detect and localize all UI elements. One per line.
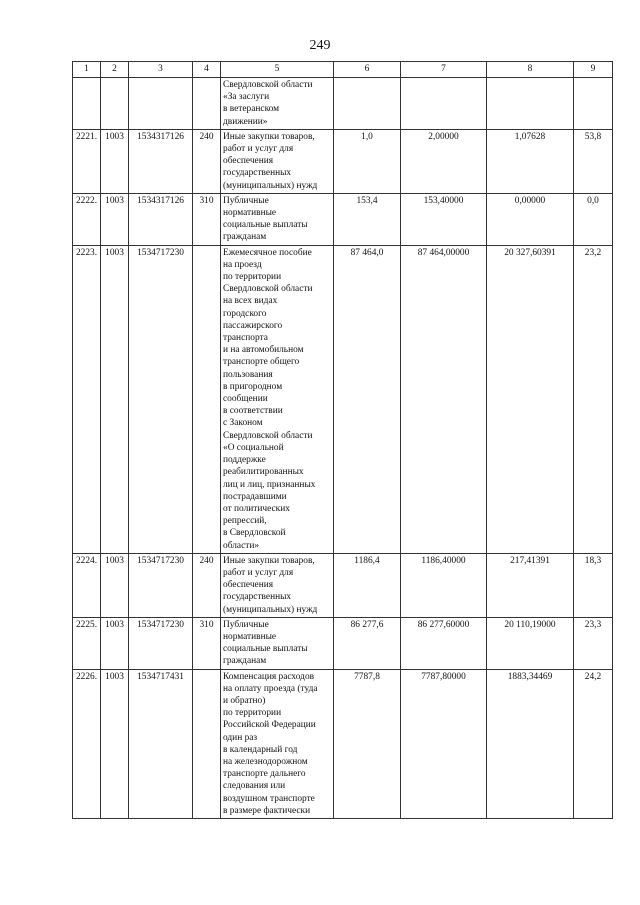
column-number: 8: [487, 62, 574, 78]
value-col6: 87 464,0: [334, 245, 401, 553]
item-name: Публичные нормативные социальные выплаты гражданам: [221, 617, 334, 669]
table-row: [73, 669, 613, 818]
expense-type-code: [193, 669, 221, 818]
section-code: [101, 78, 129, 130]
target-article-code: 1534317126: [129, 193, 193, 245]
value-col8: [487, 78, 574, 130]
column-number: 7: [401, 62, 487, 78]
value-col6: [334, 78, 401, 130]
target-article-code: 1534717230: [129, 617, 193, 669]
item-name: Иные закупки товаров, работ и услуг для обеспечения государственных (муниципальных) нужд: [221, 129, 334, 193]
percent-col9: 53,8: [574, 129, 613, 193]
value-col8: 1883,34469: [487, 669, 574, 818]
item-name: Ежемесячное пособие на проезд по территории Свердловской области на всех видах городского пассажирского транспорта и на автомобильном транспорте общего пользования в пригородном сообщении в соответствии с Законом Свердловской области «О социальной поддержке реабилитированных лиц и лиц, признанных пострадавшими от политических репрессий, в Свердловской области»: [221, 245, 334, 553]
row-number: [73, 78, 101, 130]
row-number: 2221.: [73, 129, 101, 193]
section-code: 1003: [101, 245, 129, 553]
percent-col9: [574, 78, 613, 130]
row-number: 2226.: [73, 669, 101, 818]
value-col7: 87 464,00000: [401, 245, 487, 553]
value-col7: 2,00000: [401, 129, 487, 193]
value-col8: 217,41391: [487, 553, 574, 617]
column-number: 1: [73, 62, 101, 78]
column-number: 3: [129, 62, 193, 78]
percent-col9: 24,2: [574, 669, 613, 818]
column-number: 2: [101, 62, 129, 78]
table-row: [73, 617, 613, 669]
table-row: [73, 78, 613, 130]
section-code: 1003: [101, 129, 129, 193]
value-col6: 1,0: [334, 129, 401, 193]
percent-col9: 0,0: [574, 193, 613, 245]
value-col8: 0,00000: [487, 193, 574, 245]
value-col6: 86 277,6: [334, 617, 401, 669]
value-col7: [401, 78, 487, 130]
section-code: 1003: [101, 669, 129, 818]
value-col7: 7787,80000: [401, 669, 487, 818]
target-article-code: 1534717431: [129, 669, 193, 818]
value-col8: 20 110,19000: [487, 617, 574, 669]
expense-type-code: 240: [193, 553, 221, 617]
section-code: 1003: [101, 617, 129, 669]
value-col6: 7787,8: [334, 669, 401, 818]
expense-type-code: 310: [193, 617, 221, 669]
row-number: 2225.: [73, 617, 101, 669]
expense-type-code: [193, 78, 221, 130]
target-article-code: 1534317126: [129, 129, 193, 193]
item-name: Публичные нормативные социальные выплаты гражданам: [221, 193, 334, 245]
table-row: [73, 245, 613, 553]
value-col8: 1,07628: [487, 129, 574, 193]
target-article-code: 1534717230: [129, 245, 193, 553]
value-col7: 86 277,60000: [401, 617, 487, 669]
section-code: 1003: [101, 193, 129, 245]
row-number: 2223.: [73, 245, 101, 553]
item-name: Свердловской области «За заслуги в ветеранском движении»: [221, 78, 334, 130]
table-row: [73, 193, 613, 245]
percent-col9: 18,3: [574, 553, 613, 617]
expense-type-code: [193, 245, 221, 553]
value-col7: 153,40000: [401, 193, 487, 245]
page-number: 249: [309, 38, 331, 53]
value-col6: 1186,4: [334, 553, 401, 617]
percent-col9: 23,2: [574, 245, 613, 553]
target-article-code: 1534717230: [129, 553, 193, 617]
column-number-row: [73, 62, 613, 78]
expense-type-code: 310: [193, 193, 221, 245]
column-number: 9: [574, 62, 613, 78]
table-row: [73, 553, 613, 617]
value-col8: 20 327,60391: [487, 245, 574, 553]
percent-col9: 23,3: [574, 617, 613, 669]
row-number: 2222.: [73, 193, 101, 245]
item-name: Иные закупки товаров, работ и услуг для обеспечения государственных (муниципальных) нужд: [221, 553, 334, 617]
table-row: [73, 129, 613, 193]
item-name: Компенсация расходов на оплату проезда (туда и обратно) по территории Российской Федерации один раз в календарный год на железнодорожном транспорте дальнего следования или воздушном транспорте в размере фактически: [221, 669, 334, 818]
row-number: 2224.: [73, 553, 101, 617]
expense-type-code: 240: [193, 129, 221, 193]
target-article-code: [129, 78, 193, 130]
value-col6: 153,4: [334, 193, 401, 245]
section-code: 1003: [101, 553, 129, 617]
value-col7: 1186,40000: [401, 553, 487, 617]
column-number: 6: [334, 62, 401, 78]
column-number: 4: [193, 62, 221, 78]
column-number: 5: [221, 62, 334, 78]
budget-table: [72, 61, 613, 819]
